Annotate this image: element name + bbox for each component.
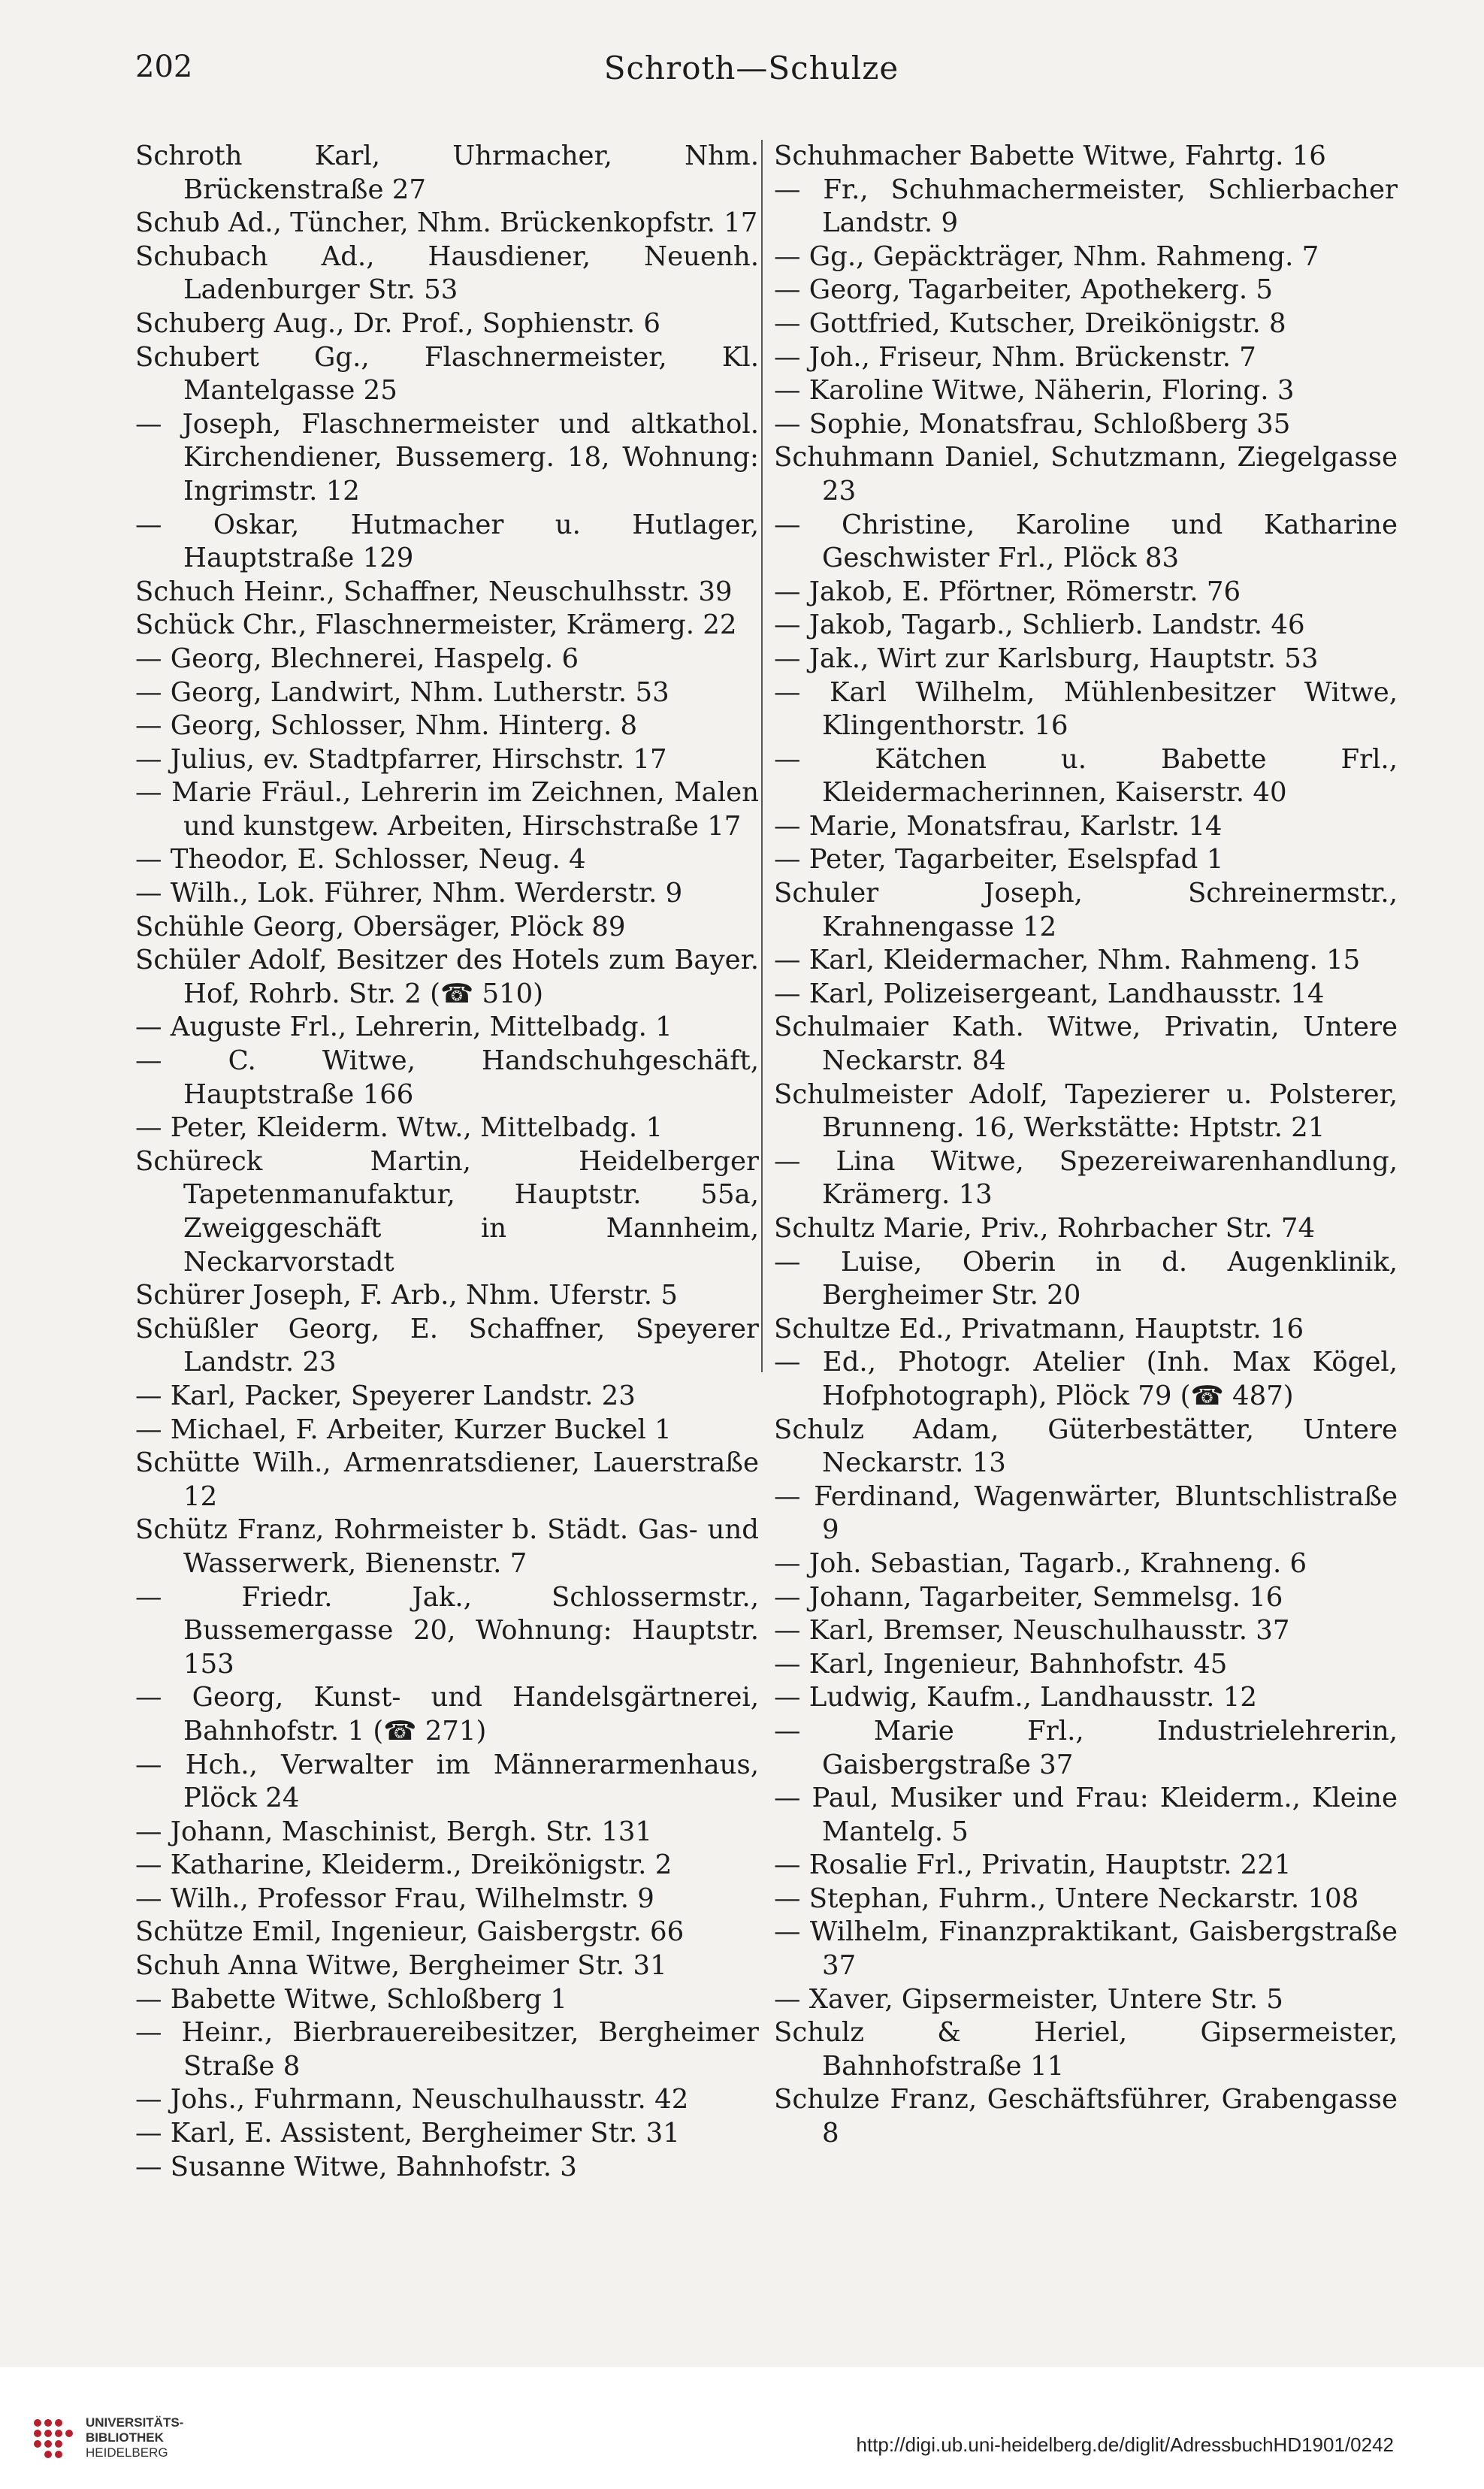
- page-header: [135, 50, 1368, 102]
- directory-entry: — Friedr. Jak., Schlossermstr., Bussemergasse 20, Wohnung: Hauptstr. 153: [135, 1581, 759, 1680]
- left-column: [135, 140, 759, 2327]
- directory-entry: — Johs., Fuhrmann, Neuschulhausstr. 42: [135, 2084, 689, 2115]
- directory-entry: Schulze Franz, Geschäftsführer, Grabengasse 8: [774, 2084, 1398, 2149]
- directory-entry: — Paul, Musiker und Frau: Kleiderm., Kleine Mantelg. 5: [774, 1783, 1398, 1847]
- directory-entry: — Rosalie Frl., Privatin, Hauptstr. 221: [774, 1849, 1292, 1881]
- directory-entry: — Ludwig, Kaufm., Landhausstr. 12: [774, 1682, 1257, 1713]
- directory-entry: — Peter, Kleiderm. Wtw., Mittelbadg. 1: [135, 1112, 663, 1144]
- directory-entry: Schuhmann Daniel, Schutzmann, Ziegelgasse 23: [774, 442, 1398, 507]
- directory-entry: — Kätchen u. Babette Frl., Kleidermacherinnen, Kaiserstr. 40: [774, 743, 1398, 809]
- directory-entry: — Christine, Karoline und Katharine Geschwister Frl., Plöck 83: [774, 509, 1398, 574]
- directory-entry: Schultz Marie, Priv., Rohrbacher Str. 74: [774, 1213, 1316, 1244]
- directory-entry: — Wilh., Professor Frau, Wilhelmstr. 9: [135, 1883, 654, 1914]
- logo-line-1: UNIVERSITÄTS-: [86, 2415, 184, 2430]
- directory-entry: Schulz Adam, Güterbestätter, Untere Neckarstr. 13: [774, 1414, 1398, 1479]
- directory-entry: — Jakob, E. Pförtner, Römerstr. 76: [774, 576, 1241, 607]
- directory-entry: — Julius, ev. Stadtpfarrer, Hirschstr. 17: [135, 743, 667, 775]
- viewer-footer: [0, 2367, 1484, 2489]
- directory-entry: — Stephan, Fuhrm., Untere Neckarstr. 108: [774, 1883, 1359, 1914]
- directory-entry: Schück Chr., Flaschnermeister, Krämerg. 22: [135, 609, 737, 641]
- column-divider: [761, 140, 763, 1372]
- directory-entry: Schulmaier Kath. Witwe, Privatin, Untere Neckarstr. 84: [774, 1012, 1398, 1077]
- directory-entry: — Fr., Schuhmachermeister, Schlierbacher Landstr. 9: [774, 174, 1398, 239]
- directory-entry: Schultze Ed., Privatmann, Hauptstr. 16: [774, 1313, 1304, 1344]
- page-number: 202: [135, 50, 193, 84]
- directory-entry: Schürer Joseph, F. Arb., Nhm. Uferstr. 5: [135, 1280, 678, 1311]
- directory-entry: Schütte Wilh., Armenratsdiener, Lauerstraße 12: [135, 1447, 759, 1512]
- directory-entry: — Karl, Packer, Speyerer Landstr. 23: [135, 1380, 636, 1411]
- directory-entry: — Michael, F. Arbeiter, Kurzer Buckel 1: [135, 1414, 672, 1445]
- directory-entry: — Wilh., Lok. Führer, Nhm. Werderstr. 9: [135, 878, 683, 909]
- directory-entry: Schütze Emil, Ingenieur, Gaisbergstr. 66: [135, 1916, 685, 1948]
- library-logo[interactable]: [30, 2405, 195, 2472]
- directory-entry: — Gottfried, Kutscher, Dreikönigstr. 8: [774, 307, 1286, 339]
- directory-entry: — Jakob, Tagarb., Schlierb. Landstr. 46: [774, 609, 1305, 641]
- directory-entry: — Georg, Schlosser, Nhm. Hinterg. 8: [135, 710, 638, 742]
- directory-entry: — Katharine, Kleiderm., Dreikönigstr. 2: [135, 1849, 672, 1881]
- directory-entry: — Marie Fräul., Lehrerin im Zeichnen, Malen und kunstgew. Arbeiten, Hirschstraße 17: [135, 777, 759, 842]
- directory-entry: Schuh Anna Witwe, Bergheimer Str. 31: [135, 1950, 667, 1982]
- directory-entry: Schroth Karl, Uhrmacher, Nhm. Brückenstraße 27: [135, 141, 759, 205]
- directory-entry: — Luise, Oberin in d. Augenklinik, Bergheimer Str. 20: [774, 1246, 1398, 1311]
- directory-entry: — C. Witwe, Handschuhgeschäft, Hauptstraße 166: [135, 1045, 759, 1110]
- directory-entry: — Johann, Tagarbeiter, Semmelsg. 16: [774, 1581, 1283, 1613]
- directory-entry: — Lina Witwe, Spezereiwarenhandlung, Krämerg. 13: [774, 1145, 1398, 1211]
- directory-entry: — Karl, Kleidermacher, Nhm. Rahmeng. 15: [774, 945, 1361, 976]
- directory-entry: — Xaver, Gipsermeister, Untere Str. 5: [774, 1983, 1283, 2015]
- directory-entry: — Karl, Ingenieur, Bahnhofstr. 45: [774, 1648, 1228, 1680]
- library-logo-icon: [30, 2415, 77, 2462]
- directory-entry: — Marie Frl., Industrielehrerin, Gaisbergstraße 37: [774, 1715, 1398, 1780]
- directory-entry: — Joseph, Flaschnermeister und altkathol. Kirchendiener, Bussemerg. 18, Wohnung: Ingrimstr. 12: [135, 408, 759, 507]
- directory-entry: — Karl, E. Assistent, Bergheimer Str. 31: [135, 2118, 680, 2149]
- directory-entry: — Georg, Kunst- und Handelsgärtnerei, Bahnhofstr. 1 (☎ 271): [135, 1682, 759, 1747]
- directory-entry: — Babette Witwe, Schloßberg 1: [135, 1983, 567, 2015]
- directory-entry: — Sophie, Monatsfrau, Schloßberg 35: [774, 408, 1291, 440]
- directory-entry: — Theodor, E. Schlosser, Neug. 4: [135, 844, 586, 876]
- directory-entry: Schuler Joseph, Schreinermstr., Krahnengasse 12: [774, 878, 1398, 942]
- directory-entry: — Marie, Monatsfrau, Karlstr. 14: [774, 810, 1223, 842]
- directory-entry: — Johann, Maschinist, Bergh. Str. 131: [135, 1816, 653, 1847]
- directory-entry: Schulz & Heriel, Gipsermeister, Bahnhofstraße 11: [774, 2017, 1398, 2082]
- directory-entry: — Karl Wilhelm, Mühlenbesitzer Witwe, Klingenthorstr. 16: [774, 676, 1398, 742]
- logo-line-2: BIBLIOTHEK: [86, 2430, 164, 2445]
- directory-entry: Schüreck Martin, Heidelberger Tapetenmanufaktur, Hauptstr. 55a, Zweiggeschäft in Mannheim, Neckarvorstadt: [135, 1145, 759, 1278]
- directory-entry: Schuberg Aug., Dr. Prof., Sophienstr. 6: [135, 307, 660, 339]
- directory-entry: — Georg, Blechnerei, Haspelg. 6: [135, 643, 579, 674]
- directory-entry: — Joh., Friseur, Nhm. Brückenstr. 7: [774, 341, 1256, 373]
- directory-entry: — Susanne Witwe, Bahnhofstr. 3: [135, 2151, 577, 2182]
- running-head: Schroth—Schulze: [603, 50, 899, 86]
- directory-entry: Schühle Georg, Obersäger, Plöck 89: [135, 911, 626, 942]
- directory-entry: — Ferdinand, Wagenwärter, Bluntschlistraße 9: [774, 1480, 1398, 1546]
- directory-entry: Schütz Franz, Rohrmeister b. Städt. Gas- und Wasserwerk, Bienenstr. 7: [135, 1514, 759, 1579]
- directory-entry: — Heinr., Bierbrauereibesitzer, Bergheimer Straße 8: [135, 2017, 759, 2082]
- directory-entry: Schüler Adolf, Besitzer des Hotels zum Bayer. Hof, Rohrb. Str. 2 (☎ 510): [135, 945, 759, 1009]
- directory-entry: — Georg, Landwirt, Nhm. Lutherstr. 53: [135, 676, 669, 708]
- directory-entry: — Karl, Bremser, Neuschulhausstr. 37: [774, 1615, 1290, 1647]
- directory-entry: — Georg, Tagarbeiter, Apothekerg. 5: [774, 274, 1273, 306]
- directory-entry: — Oskar, Hutmacher u. Hutlager, Hauptstraße 129: [135, 509, 759, 574]
- directory-entry: — Jak., Wirt zur Karlsburg, Hauptstr. 53: [774, 643, 1319, 674]
- directory-entry: — Peter, Tagarbeiter, Eselspfad 1: [774, 844, 1224, 876]
- directory-entry: Schulmeister Adolf, Tapezierer u. Polsterer, Brunneng. 16, Werkstätte: Hptstr. 21: [774, 1078, 1398, 1144]
- directory-entry: Schubert Gg., Flaschnermeister, Kl. Mantelgasse 25: [135, 341, 759, 407]
- directory-entry: Schuch Heinr., Schaffner, Neuschulhsstr. 39: [135, 576, 733, 607]
- directory-entry: — Gg., Gepäckträger, Nhm. Rahmeng. 7: [774, 240, 1319, 272]
- directory-entry: — Auguste Frl., Lehrerin, Mittelbadg. 1: [135, 1012, 672, 1043]
- directory-entry: — Hch., Verwalter im Männerarmenhaus, Plöck 24: [135, 1749, 759, 1814]
- source-url-link[interactable]: http://digi.ub.uni-heidelberg.de/diglit/AdressbuchHD1901/0242: [856, 2433, 1394, 2456]
- directory-entry: — Joh. Sebastian, Tagarb., Krahneng. 6: [774, 1547, 1307, 1579]
- library-logo-text: [86, 2415, 183, 2460]
- directory-entry: Schubach Ad., Hausdiener, Neuenh. Ladenburger Str. 53: [135, 240, 759, 306]
- directory-entry: — Karoline Witwe, Näherin, Floring. 3: [774, 375, 1295, 407]
- directory-entry: Schub Ad., Tüncher, Nhm. Brückenkopfstr. 17: [135, 207, 758, 239]
- directory-entry: Schüßler Georg, E. Schaffner, Speyerer Landstr. 23: [135, 1313, 759, 1378]
- right-column: [774, 140, 1398, 2327]
- logo-line-3: HEIDELBERG: [86, 2445, 168, 2460]
- directory-entry: — Karl, Polizeisergeant, Landhausstr. 14: [774, 978, 1325, 1009]
- directory-entry: — Wilhelm, Finanzpraktikant, Gaisbergstraße 37: [774, 1916, 1398, 1982]
- directory-entry: — Ed., Photogr. Atelier (Inh. Max Kögel, Hofphotograph), Plöck 79 (☎ 487): [774, 1347, 1398, 1411]
- directory-entry: Schuhmacher Babette Witwe, Fahrtg. 16: [774, 141, 1326, 171]
